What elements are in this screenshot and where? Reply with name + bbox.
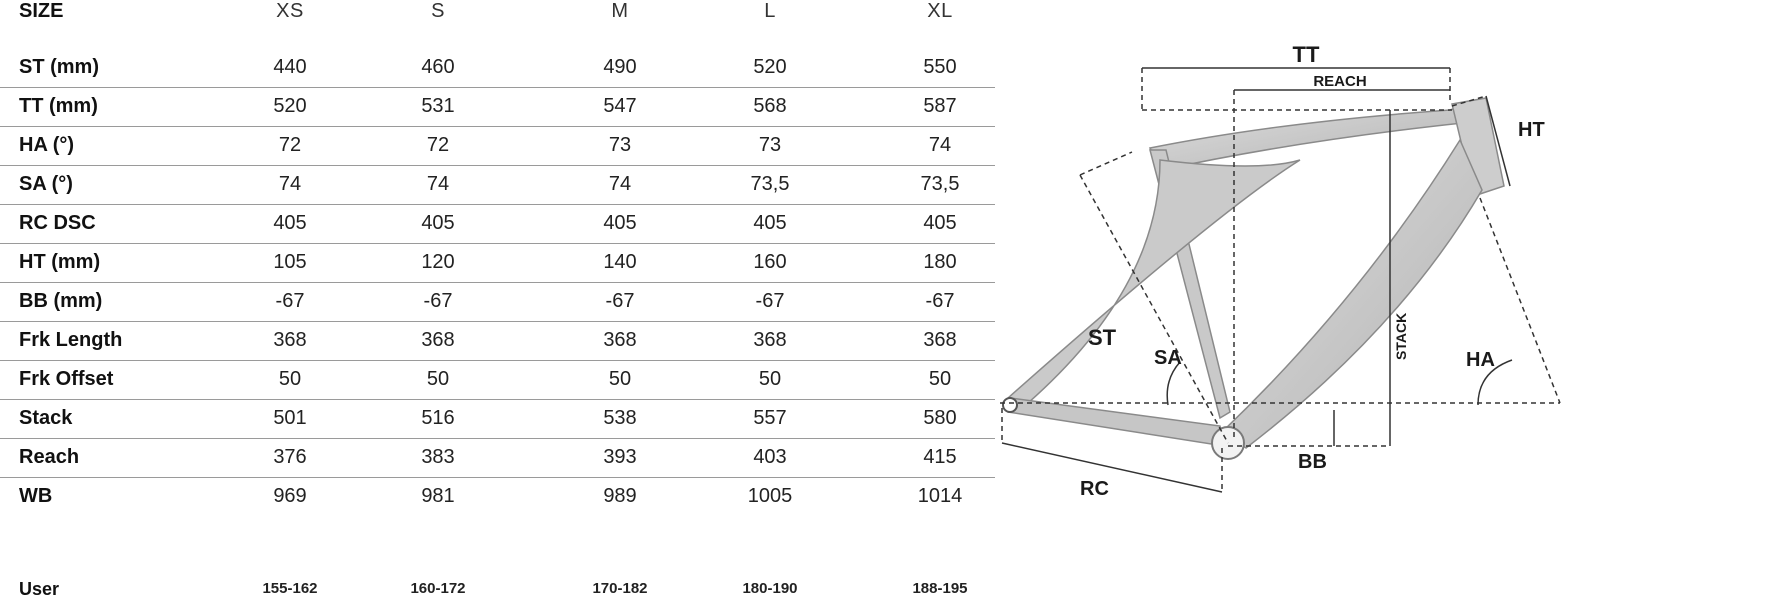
row-label: SA (°)	[19, 173, 73, 195]
table-cell: 403	[753, 446, 787, 468]
sa-label: SA	[1154, 347, 1182, 369]
table-cell: 74	[928, 134, 952, 156]
st-top-ext	[1080, 152, 1132, 175]
table-cell: 490	[603, 56, 637, 78]
table-cell: 580	[923, 407, 957, 429]
table-cell: 140	[603, 251, 637, 273]
row-divider	[0, 438, 995, 439]
user-range-l: 180-190	[742, 580, 798, 597]
table-cell: 120	[421, 251, 455, 273]
row-label: ST (mm)	[19, 56, 99, 78]
user-range-xs: 155-162	[262, 580, 318, 597]
table-cell: 538	[603, 407, 637, 429]
row-divider	[0, 360, 995, 361]
row-label: RC DSC	[19, 212, 96, 234]
row-divider	[0, 477, 995, 478]
table-cell: -67	[275, 290, 305, 312]
table-cell: 989	[603, 485, 637, 507]
seat-stay	[1008, 160, 1300, 410]
row-divider	[0, 165, 995, 166]
table-cell: 1014	[917, 485, 963, 507]
table-cell: 74	[608, 173, 632, 195]
row-label: WB	[19, 485, 53, 507]
table-cell: 50	[928, 368, 952, 390]
table-cell: 393	[603, 446, 637, 468]
row-divider	[0, 243, 995, 244]
size-s-header: S	[431, 0, 445, 22]
table-cell: 405	[273, 212, 307, 234]
table-cell: 368	[753, 329, 787, 351]
row-divider	[0, 204, 995, 205]
frame-geometry-diagram	[1080, 0, 1773, 598]
top-tube	[1150, 104, 1472, 170]
bb-label: BB	[1298, 451, 1327, 473]
table-cell: 50	[278, 368, 302, 390]
table-cell: 72	[278, 134, 302, 156]
table-cell: -67	[605, 290, 635, 312]
row-label: BB (mm)	[19, 290, 103, 312]
table-cell: 405	[603, 212, 637, 234]
table-cell: 73	[758, 134, 782, 156]
table-cell: 368	[273, 329, 307, 351]
row-divider	[0, 282, 995, 283]
table-cell: 405	[421, 212, 455, 234]
table-cell: 501	[273, 407, 307, 429]
size-m-header: M	[611, 0, 629, 22]
table-cell: 50	[426, 368, 450, 390]
tt-label: TT	[1292, 42, 1320, 67]
table-cell: 405	[923, 212, 957, 234]
table-cell: 969	[273, 485, 307, 507]
row-label: Frk Length	[19, 329, 123, 351]
size-xl-header: XL	[927, 0, 953, 22]
st-label: ST	[1088, 325, 1117, 350]
table-cell: 568	[753, 95, 787, 117]
ht-label: HT	[1518, 119, 1545, 141]
row-divider	[0, 126, 995, 127]
table-cell: 50	[758, 368, 782, 390]
table-cell: 368	[421, 329, 455, 351]
table-cell: 520	[753, 56, 787, 78]
table-cell: 1005	[747, 485, 793, 507]
table-cell: 74	[278, 173, 302, 195]
user-label: User	[19, 579, 60, 599]
table-cell: 376	[273, 446, 307, 468]
stack-label: STACK	[1393, 312, 1409, 360]
row-label: Frk Offset	[19, 368, 114, 390]
row-label: TT (mm)	[19, 95, 98, 117]
table-cell: 550	[923, 56, 957, 78]
bike-frame	[1003, 98, 1504, 459]
table-cell: 74	[426, 173, 450, 195]
row-label: Stack	[19, 407, 73, 429]
table-cell: 587	[923, 95, 957, 117]
table-cell: 520	[273, 95, 307, 117]
size-l-header: L	[764, 0, 776, 22]
rc-dimension	[1002, 443, 1222, 492]
reach-label: REACH	[1313, 73, 1367, 90]
table-cell: 180	[923, 251, 957, 273]
table-cell: 405	[753, 212, 787, 234]
table-cell: 440	[273, 56, 307, 78]
table-cell: 72	[426, 134, 450, 156]
row-divider	[0, 399, 995, 400]
user-range-s: 160-172	[410, 580, 466, 597]
row-divider	[0, 87, 995, 88]
rear-dropout	[1003, 398, 1017, 412]
size-header-label: SIZE	[19, 0, 64, 22]
table-cell: 73,5	[920, 173, 960, 195]
table-cell: 415	[923, 446, 957, 468]
user-range-m: 170-182	[592, 580, 648, 597]
table-cell: -67	[423, 290, 453, 312]
table-cell: -67	[755, 290, 785, 312]
row-label: Reach	[19, 446, 80, 468]
table-cell: 516	[421, 407, 455, 429]
row-label: HT (mm)	[19, 251, 101, 273]
table-cell: 368	[923, 329, 957, 351]
table-cell: 105	[273, 251, 307, 273]
table-cell: 383	[421, 446, 455, 468]
rc-label: RC	[1080, 478, 1109, 500]
ha-label: HA	[1466, 349, 1495, 371]
table-cell: 547	[603, 95, 637, 117]
row-divider	[0, 321, 995, 322]
table-cell: 557	[753, 407, 787, 429]
table-cell: 368	[603, 329, 637, 351]
table-cell: 73,5	[750, 173, 790, 195]
table-cell: 460	[421, 56, 455, 78]
size-xs-header: XS	[276, 0, 304, 22]
table-cell: -67	[925, 290, 955, 312]
table-cell: 981	[421, 485, 455, 507]
row-label: HA (°)	[19, 134, 75, 156]
table-cell: 160	[753, 251, 787, 273]
table-cell: 50	[608, 368, 632, 390]
table-cell: 73	[608, 134, 632, 156]
table-cell: 531	[421, 95, 455, 117]
user-range-xl: 188-195	[912, 580, 968, 597]
chain-stay	[1008, 398, 1224, 446]
